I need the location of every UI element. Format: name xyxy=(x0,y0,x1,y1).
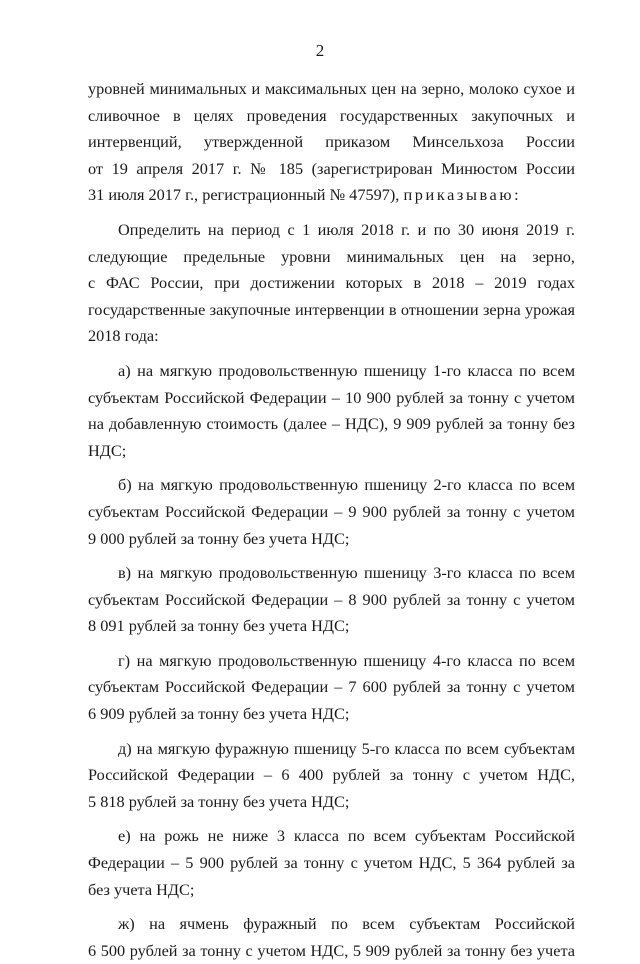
text-line: 6 909 рублей за тонну без учета НДС; xyxy=(88,704,350,724)
text-line: 9 000 рублей за тонну без учета НДС; xyxy=(88,528,350,548)
text-line: НДС; xyxy=(88,440,127,460)
list-item xyxy=(88,911,575,964)
text-line: без учета НДС; xyxy=(88,879,195,899)
list-item xyxy=(88,358,575,464)
text-line: с ФАС России, при достижении которых в 2018 – 2019 годах xyxy=(88,273,575,293)
text-line: г) на мягкую продовольственную пшеницу 4-го класса по всем xyxy=(118,650,575,670)
text-line: 5 818 рублей за тонну без учета НДС; xyxy=(88,791,350,811)
text-line: Российской Федерации – 6 400 рублей за тонну с учетом НДС, xyxy=(88,765,575,785)
text-line: а) на мягкую продовольственную пшеницу 1-го класса по всем xyxy=(118,360,575,380)
text-line: следующие предельные уровни минимальных цен на зерно, xyxy=(88,246,575,266)
intro-last-text: 31 июля 2017 г., регистрационный № 47597), xyxy=(88,185,400,205)
text-line: Федерации – 5 900 рублей за тонну с учетом НДС, 5 364 рублей за xyxy=(88,853,575,873)
text-line: е) на рожь не ниже 3 класса по всем субъектам Российской xyxy=(118,826,575,846)
list-item xyxy=(88,472,575,552)
list-item xyxy=(88,736,575,816)
text-line: субъектам Российской Федерации – 9 900 рублей за тонну с учетом xyxy=(88,501,575,521)
list-item xyxy=(88,823,575,903)
text-line: д) на мягкую фуражную пшеницу 5-го класса по всем субъектам xyxy=(118,738,575,758)
text-line: сливочное в целях проведения государственных закупочных и xyxy=(88,105,575,125)
text-line: субъектам Российской Федерации – 10 900 рублей за тонну с учетом xyxy=(88,387,575,407)
text-line: 8 091 рублей за тонну без учета НДС; xyxy=(88,616,350,636)
main-paragraph xyxy=(88,217,575,350)
list-item xyxy=(88,648,575,728)
text-line: Определить на период с 1 июля 2018 г. и по 30 июня 2019 г. xyxy=(118,219,575,239)
text-line: ж) на ячмень фуражный по всем субъектам Российской xyxy=(118,914,575,934)
text-line: интервенций, утвержденной приказом Минсельхоза России xyxy=(88,132,575,152)
text-line: субъектам Российской Федерации – 7 600 рублей за тонну с учетом xyxy=(88,677,575,697)
text-line: уровней минимальных и максимальных цен на зерно, молоко сухое и xyxy=(88,79,575,98)
text-line: субъектам Российской Федерации – 8 900 рублей за тонну с учетом xyxy=(88,589,575,609)
intro-paragraph xyxy=(88,76,575,209)
text-line: 2018 года: xyxy=(88,326,159,346)
page-number: 2 xyxy=(315,41,325,60)
text-line xyxy=(88,182,575,209)
text-line: на добавленную стоимость (далее – НДС), 9 909 рублей за тонну без xyxy=(88,414,575,434)
text-line: от 19 апреля 2017 г. № 185 (зарегистрирован Минюстом России xyxy=(88,158,575,178)
text-line: б) на мягкую продовольственную пшеницу 2-го класса по всем xyxy=(118,475,575,495)
order-word: приказываю: xyxy=(403,185,522,205)
text-line: государственные закупочные интервенции в отношении зерна урожая xyxy=(88,299,575,319)
document-body xyxy=(88,76,575,964)
text-line: в) на мягкую продовольственную пшеницу 3-го класса по всем xyxy=(118,563,575,583)
list-item xyxy=(88,560,575,640)
text-line: 6 500 рублей за тонну с учетом НДС, 5 909 рублей за тонну без учета xyxy=(88,940,575,960)
